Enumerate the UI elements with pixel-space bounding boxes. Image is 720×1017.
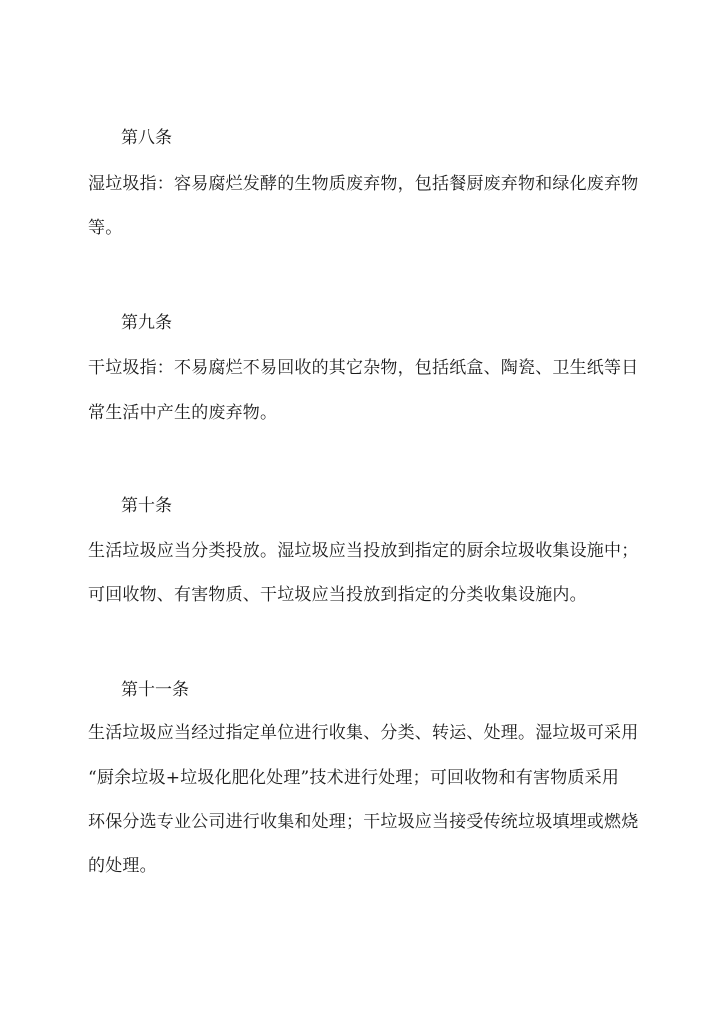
article-text-line: 湿垃圾指：容易腐烂发酵的生物质废弃物，包括餐厨废弃物和绿化废弃物 — [88, 174, 639, 194]
article-heading: 第十条 — [121, 496, 172, 516]
article-text-line: 生活垃圾应当分类投放。湿垃圾应当投放到指定的厨余垃圾收集设施中； — [88, 541, 639, 561]
article-text-line: 等。 — [88, 218, 123, 238]
article-text-line: 可回收物、有害物质、干垃圾应当投放到指定的分类收集设施内。 — [88, 585, 587, 605]
article-text-line: 环保分选专业公司进行收集和处理；干垃圾应当接受传统垃圾填埋或燃烧 — [88, 812, 639, 832]
article-text-line: 常生活中产生的废弃物。 — [88, 403, 278, 423]
article-text-line: 的处理。 — [88, 856, 157, 876]
article-text-line: “厨余垃圾+垃圾化肥化处理”技术进行处理；可回收物和有害物质采用 — [88, 768, 620, 788]
article-text-line: 生活垃圾应当经过指定单位进行收集、分类、转运、处理。湿垃圾可采用 — [88, 723, 639, 743]
article-heading: 第八条 — [121, 128, 172, 148]
article-heading: 第九条 — [121, 313, 172, 333]
article-text-line: 干垃圾指：不易腐烂不易回收的其它杂物，包括纸盒、陶瓷、卫生纸等日 — [88, 358, 639, 378]
article-heading: 第十一条 — [121, 680, 189, 700]
